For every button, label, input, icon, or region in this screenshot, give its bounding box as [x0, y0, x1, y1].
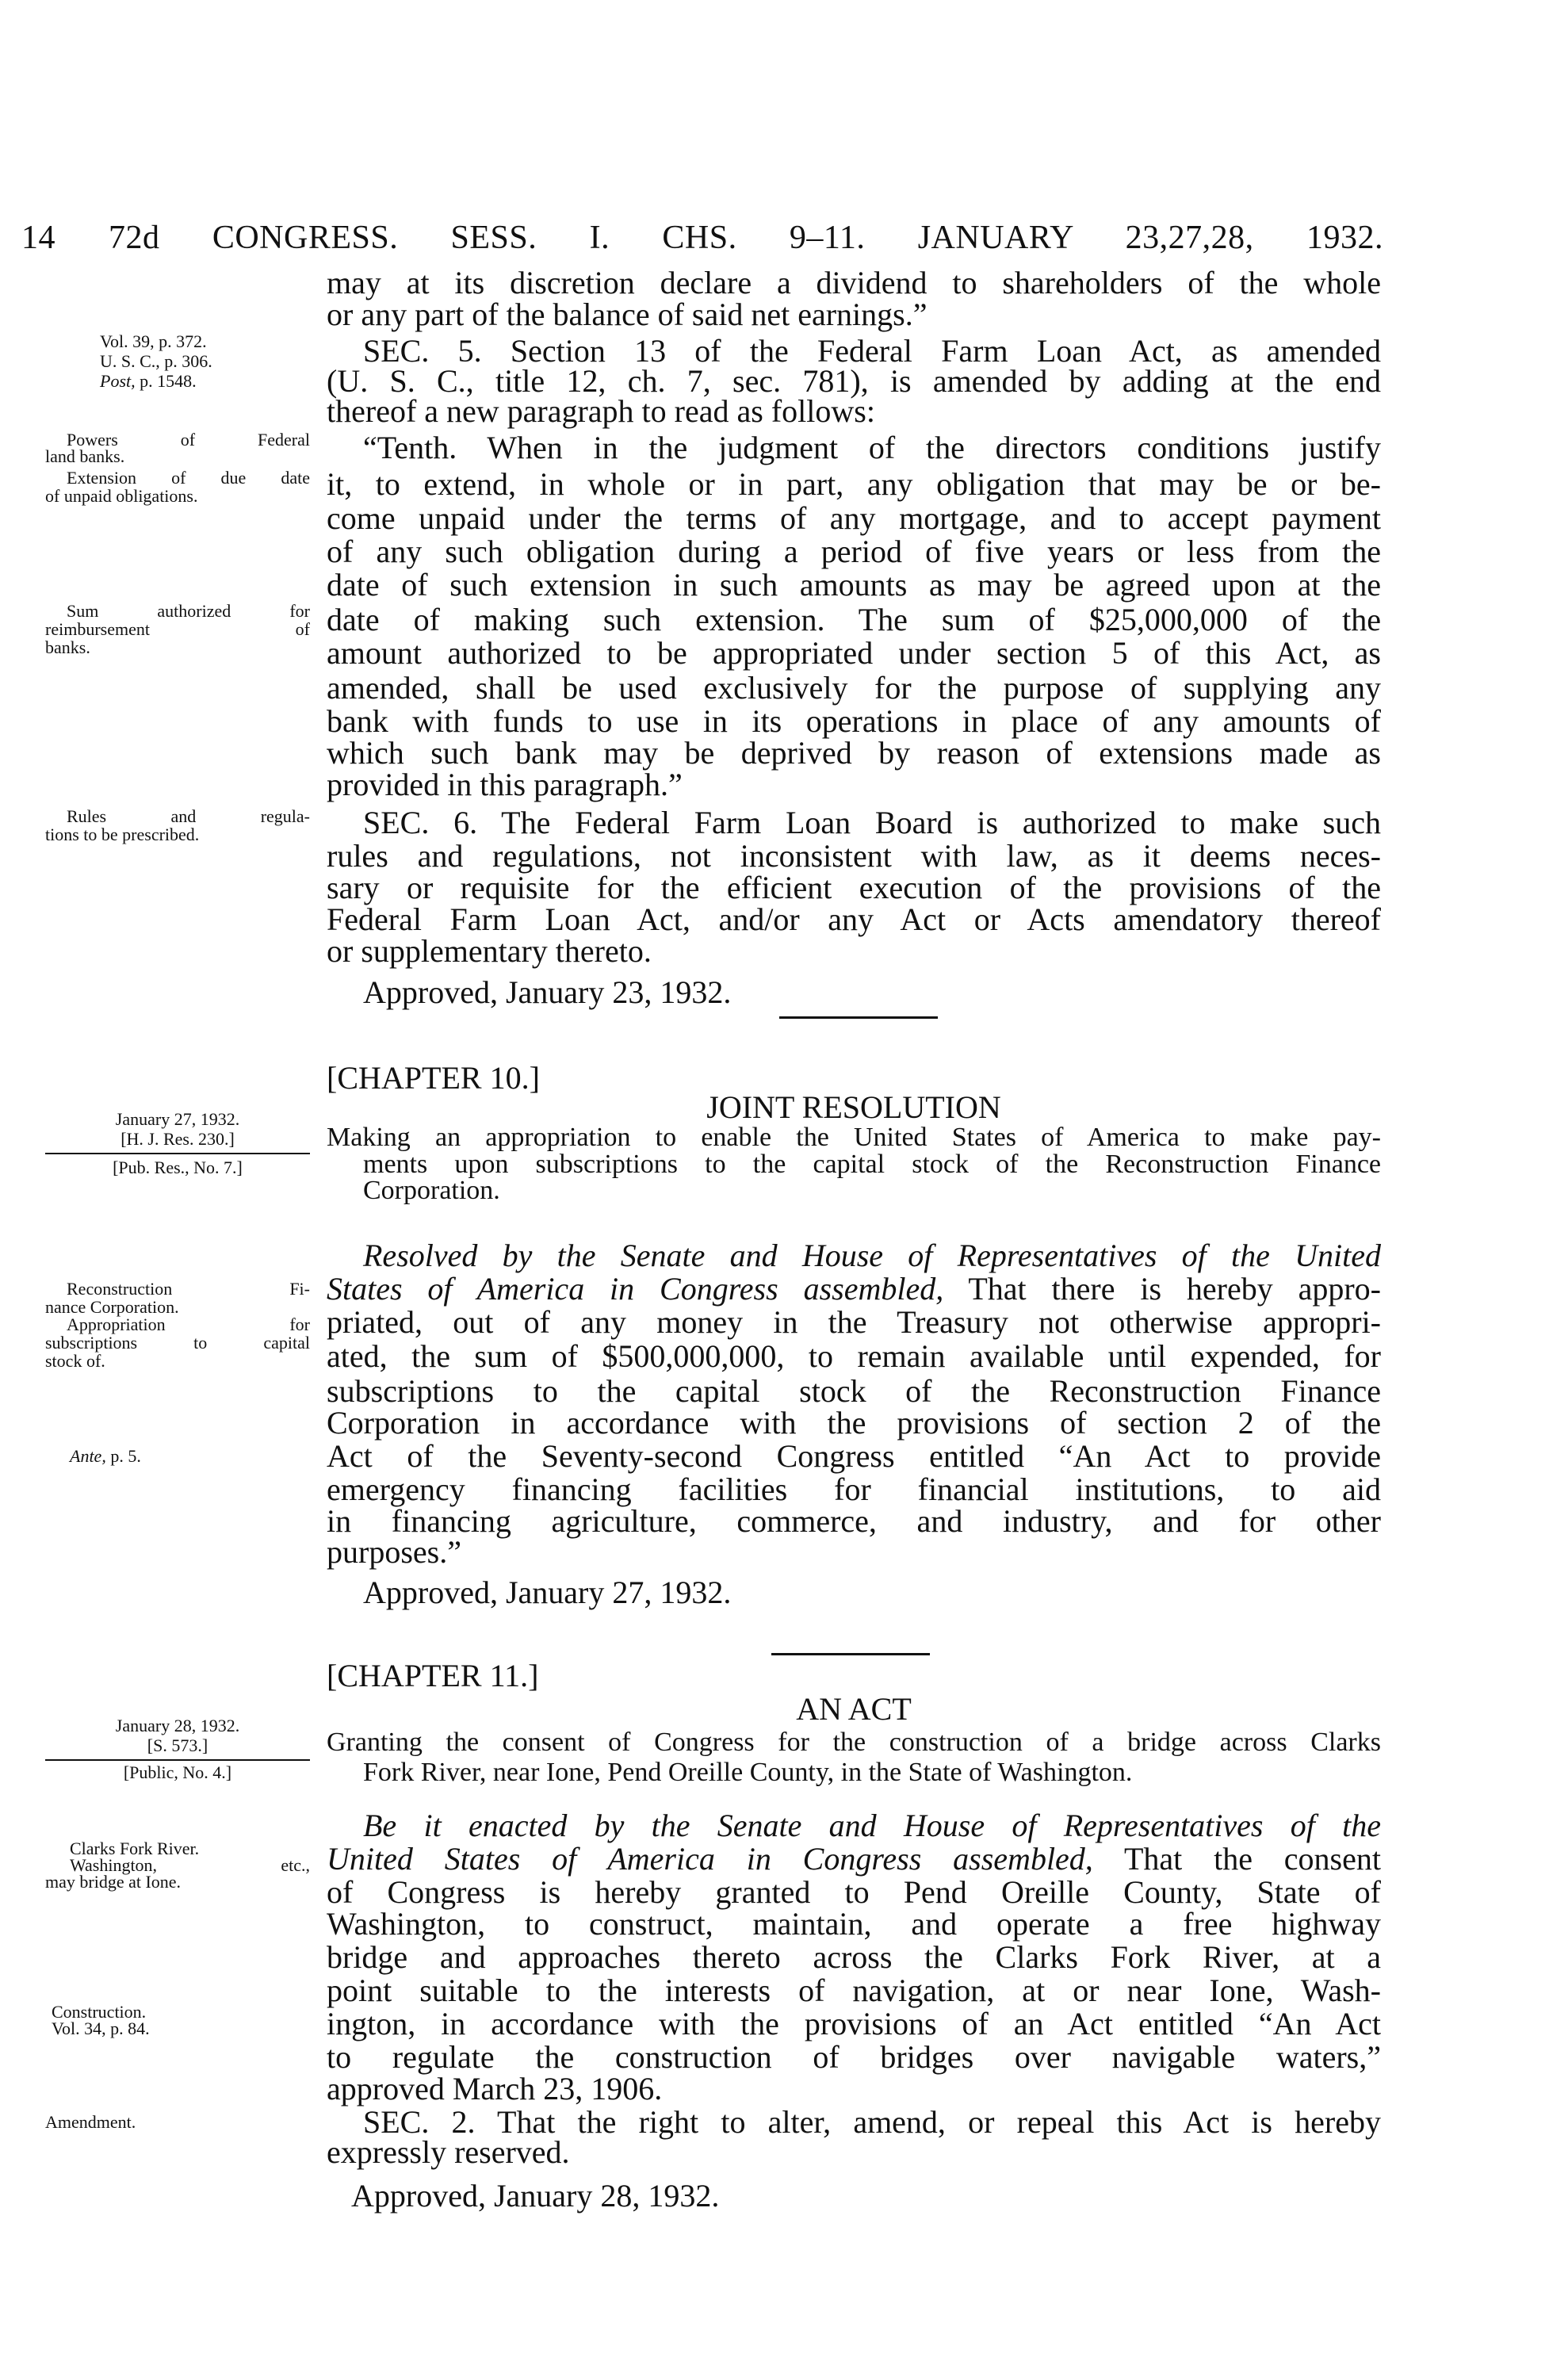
summary-line: [327, 1728, 1381, 1757]
text: Granting the consent of Congress for the construction of a bridge across Clarks: [327, 1728, 1381, 1757]
running-title: [109, 220, 1383, 256]
text: [H. J. Res. 230.]: [120, 1129, 235, 1149]
text: Reconstruction Fi-: [67, 1279, 310, 1299]
body-line: [327, 2136, 570, 2169]
margin-note: [45, 487, 197, 506]
text: January 28, 1932.: [115, 1716, 240, 1735]
body-line: [327, 1440, 1381, 1473]
text: of unpaid obligations.: [45, 486, 198, 506]
body-line: [327, 1306, 1381, 1339]
body-line: [327, 935, 652, 968]
body-line: [327, 568, 1381, 602]
text: of any such obligation during a period of five years or less from the: [327, 534, 1381, 569]
body-line: [363, 1809, 1381, 1842]
body-line: [327, 1406, 1381, 1440]
text: ments upon subscriptions to the capital stock of the Reconstruction Finance: [363, 1150, 1381, 1179]
body-line: [327, 1375, 1381, 1408]
approval-line: [363, 1576, 731, 1609]
summary-line: [363, 1177, 500, 1205]
section-divider: [779, 1016, 938, 1019]
body-line: [327, 1505, 1381, 1538]
approval-line: [351, 2179, 719, 2213]
margin-citation: [52, 2019, 150, 2038]
text: Washington, etc.,: [70, 1855, 310, 1875]
text: thereof a new paragraph to read as follows:: [327, 393, 875, 429]
italic-text: Ante,: [70, 1446, 106, 1466]
margin-citation: [70, 1447, 141, 1466]
margin-bill-number: [45, 1736, 310, 1755]
text: amended, shall be used exclusively for the purpose of supplying any: [327, 670, 1381, 706]
text: Fork River, near Ione, Pend Oreille County, in the State of Washington.: [363, 1758, 1133, 1787]
body-line: [327, 502, 1381, 535]
text: [CHAPTER 10.]: [327, 1060, 540, 1096]
text: approved March 23, 1906.: [327, 2071, 663, 2106]
text: nance Corporation.: [45, 1297, 179, 1317]
body-line: [363, 806, 1381, 840]
body-line: [363, 1239, 1381, 1272]
margin-bill-number: [45, 1130, 310, 1149]
body-line: [327, 2041, 1381, 2074]
text: expressly reserved.: [327, 2134, 570, 2170]
section-divider: [771, 1653, 930, 1655]
text: [CHAPTER 11.]: [327, 1658, 539, 1693]
text: Extension of due date: [67, 468, 310, 488]
text: Approved, January 28, 1932.: [351, 2178, 720, 2214]
text: January 27, 1932.: [115, 1109, 240, 1129]
text: “Tenth. When in the judgment of the directors conditions justify: [363, 430, 1381, 465]
margin-note: [45, 1352, 105, 1371]
text: SEC. 2. That the right to alter, amend, or repeal this Act is hereby: [363, 2104, 1381, 2140]
text: amount authorized to be appropriated under section 5 of this Act, as: [327, 635, 1381, 671]
margin-citation: [100, 352, 212, 371]
text: sary or requisite for the efficient execution of the provisions of the: [327, 870, 1381, 905]
text: p. 1548.: [135, 371, 197, 391]
body-line: [327, 1876, 1381, 1909]
body-line: [327, 705, 1381, 738]
body-line: [327, 768, 683, 802]
text: Washington, to construct, maintain, and operate a free highway: [327, 1906, 1381, 1942]
text: in financing agriculture, commerce, and industry, and for other: [327, 1503, 1381, 1539]
body-line: [327, 672, 1381, 705]
chapter-label: [327, 1659, 538, 1693]
text: Approved, January 27, 1932.: [363, 1575, 732, 1610]
text: provided in this paragraph.”: [327, 767, 683, 802]
text: Vol. 34, p. 84.: [52, 2018, 150, 2038]
margin-note: [45, 447, 124, 466]
margin-public-number: [45, 1158, 310, 1177]
body-line: [327, 2072, 662, 2106]
chapter-label: [327, 1062, 540, 1095]
text: ington, in accordance with the provisions of an Act entitled “An Act: [327, 2006, 1381, 2041]
body-line: [327, 1907, 1381, 1941]
body-line: [327, 1842, 1381, 1876]
body-line: [327, 1340, 1381, 1373]
italic-text: United States of America in Congress assembled,: [327, 1841, 1093, 1877]
text: date of such extension in such amounts as may be agreed upon at the: [327, 567, 1381, 603]
margin-divider: [45, 1759, 310, 1761]
margin-citation: [100, 372, 197, 391]
text: Approved, January 23, 1932.: [363, 974, 732, 1010]
margin-public-number: [45, 1763, 310, 1782]
body-line: [327, 2007, 1381, 2041]
text: date of making such extension. The sum of $25,000,000 of the: [327, 602, 1381, 637]
italic-text: States of America in Congress assembled,: [327, 1271, 944, 1307]
margin-note: [45, 638, 90, 657]
margin-note: [45, 825, 199, 844]
text: purposes.”: [327, 1534, 461, 1570]
body-line: [327, 1974, 1381, 2007]
body-line: [327, 603, 1381, 637]
summary-line: [327, 1123, 1381, 1152]
body-line: [327, 840, 1381, 873]
text: or any part of the balance of said net earnings.”: [327, 297, 927, 332]
text: U. S. C., p. 306.: [100, 351, 212, 371]
body-line: [327, 871, 1381, 905]
text: Act of the Seventy-second Congress entitled “An Act to provide: [327, 1438, 1381, 1474]
text: bridge and approaches thereto across the Clarks Fork River, at a: [327, 1939, 1381, 1975]
text: rules and regulations, not inconsistent with law, as it deems neces-: [327, 838, 1381, 874]
text: stock of.: [45, 1351, 105, 1371]
text: AN ACT: [796, 1691, 912, 1727]
text: subscriptions to the capital stock of the Reconstruction Finance: [327, 1373, 1381, 1409]
text: (U. S. C., title 12, ch. 7, sec. 781), is amended by adding at the end: [327, 363, 1381, 399]
margin-divider: [45, 1153, 310, 1154]
text: 72d CONGRESS. SESS. I. CHS. 9–11. JANUARY 23,27,28, 1932.: [109, 220, 1383, 256]
text: to regulate the construction of bridges over navigable waters,”: [327, 2039, 1381, 2075]
text: That there is hereby appro-: [943, 1271, 1381, 1307]
margin-note: [67, 1280, 310, 1299]
text: Appropriation for: [67, 1314, 310, 1334]
text: Vol. 39, p. 372.: [100, 331, 207, 351]
margin-note: [67, 1315, 310, 1334]
act-title: [327, 1693, 1381, 1726]
margin-note: [45, 620, 310, 639]
italic-text: Post,: [100, 371, 136, 391]
text: or supplementary thereto.: [327, 933, 652, 969]
body-line: [363, 431, 1381, 465]
body-line: [327, 1272, 1381, 1306]
body-line: [327, 298, 927, 331]
text: 14: [21, 220, 55, 256]
body-line: [327, 1941, 1381, 1974]
margin-note: [67, 469, 310, 488]
body-line: [327, 737, 1381, 770]
margin-note: [67, 807, 310, 826]
text: Federal Farm Loan Act, and/or any Act or Acts amendatory thereof: [327, 901, 1381, 937]
text: may bridge at Ione.: [45, 1872, 182, 1892]
text: point suitable to the interests of navigation, at or near Ione, Wash-: [327, 1972, 1381, 2008]
body-line: [327, 395, 875, 428]
text: Powers of Federal: [67, 430, 310, 450]
text: reimbursement of: [45, 619, 310, 639]
margin-note: [45, 2113, 136, 2132]
text: [Public, No. 4.]: [123, 1762, 232, 1782]
text: SEC. 6. The Federal Farm Loan Board is authorized to make such: [363, 805, 1381, 840]
summary-line: [363, 1758, 1132, 1787]
text: come unpaid under the terms of any mortgage, and to accept payment: [327, 500, 1381, 536]
body-line: [327, 1536, 461, 1569]
approval-line: [363, 976, 731, 1009]
italic-text: Be it enacted by the Senate and House of Representatives of the: [363, 1808, 1381, 1843]
text: p. 5.: [105, 1446, 141, 1466]
margin-citation: [100, 332, 207, 351]
text: That the consent: [1092, 1841, 1381, 1877]
body-line: [327, 468, 1381, 501]
text: Corporation.: [363, 1176, 500, 1205]
text: which such bank may be deprived by reason of extensions made as: [327, 735, 1381, 771]
page-number: [21, 220, 55, 256]
text: Amendment.: [45, 2112, 136, 2132]
text: tions to be prescribed.: [45, 825, 200, 844]
body-line: [327, 266, 1381, 300]
body-line: [327, 535, 1381, 568]
text: SEC. 5. Section 13 of the Federal Farm Loan Act, as amended: [363, 333, 1381, 369]
margin-note: [45, 1873, 181, 1892]
text: banks.: [45, 637, 90, 657]
text: JOINT RESOLUTION: [706, 1089, 1001, 1125]
margin-date: [45, 1110, 310, 1129]
body-line: [327, 903, 1381, 936]
italic-text: Resolved by the Senate and House of Representatives of the United: [363, 1238, 1381, 1273]
text: subscriptions to capital: [45, 1333, 310, 1353]
text: priated, out of any money in the Treasury not otherwise appropri-: [327, 1304, 1381, 1340]
body-line: [327, 1473, 1381, 1506]
text: Construction.: [52, 2002, 147, 2022]
text: Making an appropriation to enable the United States of America to make pay-: [327, 1123, 1381, 1152]
margin-note: [45, 1333, 310, 1353]
text: emergency financing facilities for financial institutions, to aid: [327, 1471, 1381, 1507]
text: may at its discretion declare a dividend to shareholders of the whole: [327, 265, 1381, 300]
text: Clarks Fork River.: [70, 1839, 200, 1858]
margin-note: [67, 602, 310, 621]
text: land banks.: [45, 446, 125, 466]
text: of Congress is hereby granted to Pend Oreille County, State of: [327, 1874, 1381, 1910]
resolution-title: [327, 1091, 1381, 1124]
text: Sum authorized for: [67, 601, 310, 621]
text: it, to extend, in whole or in part, any obligation that may be or be-: [327, 466, 1381, 502]
text: Rules and regula-: [67, 806, 310, 826]
summary-line: [363, 1150, 1381, 1179]
text: ated, the sum of $500,000,000, to remain available until expended, for: [327, 1338, 1381, 1374]
text: [Pub. Res., No. 7.]: [113, 1157, 243, 1177]
text: Corporation in accordance with the provisions of section 2 of the: [327, 1405, 1381, 1441]
margin-date: [45, 1716, 310, 1735]
text: [S. 573.]: [147, 1735, 208, 1755]
text: bank with funds to use in its operations in place of any amounts of: [327, 703, 1381, 739]
body-line: [327, 637, 1381, 670]
